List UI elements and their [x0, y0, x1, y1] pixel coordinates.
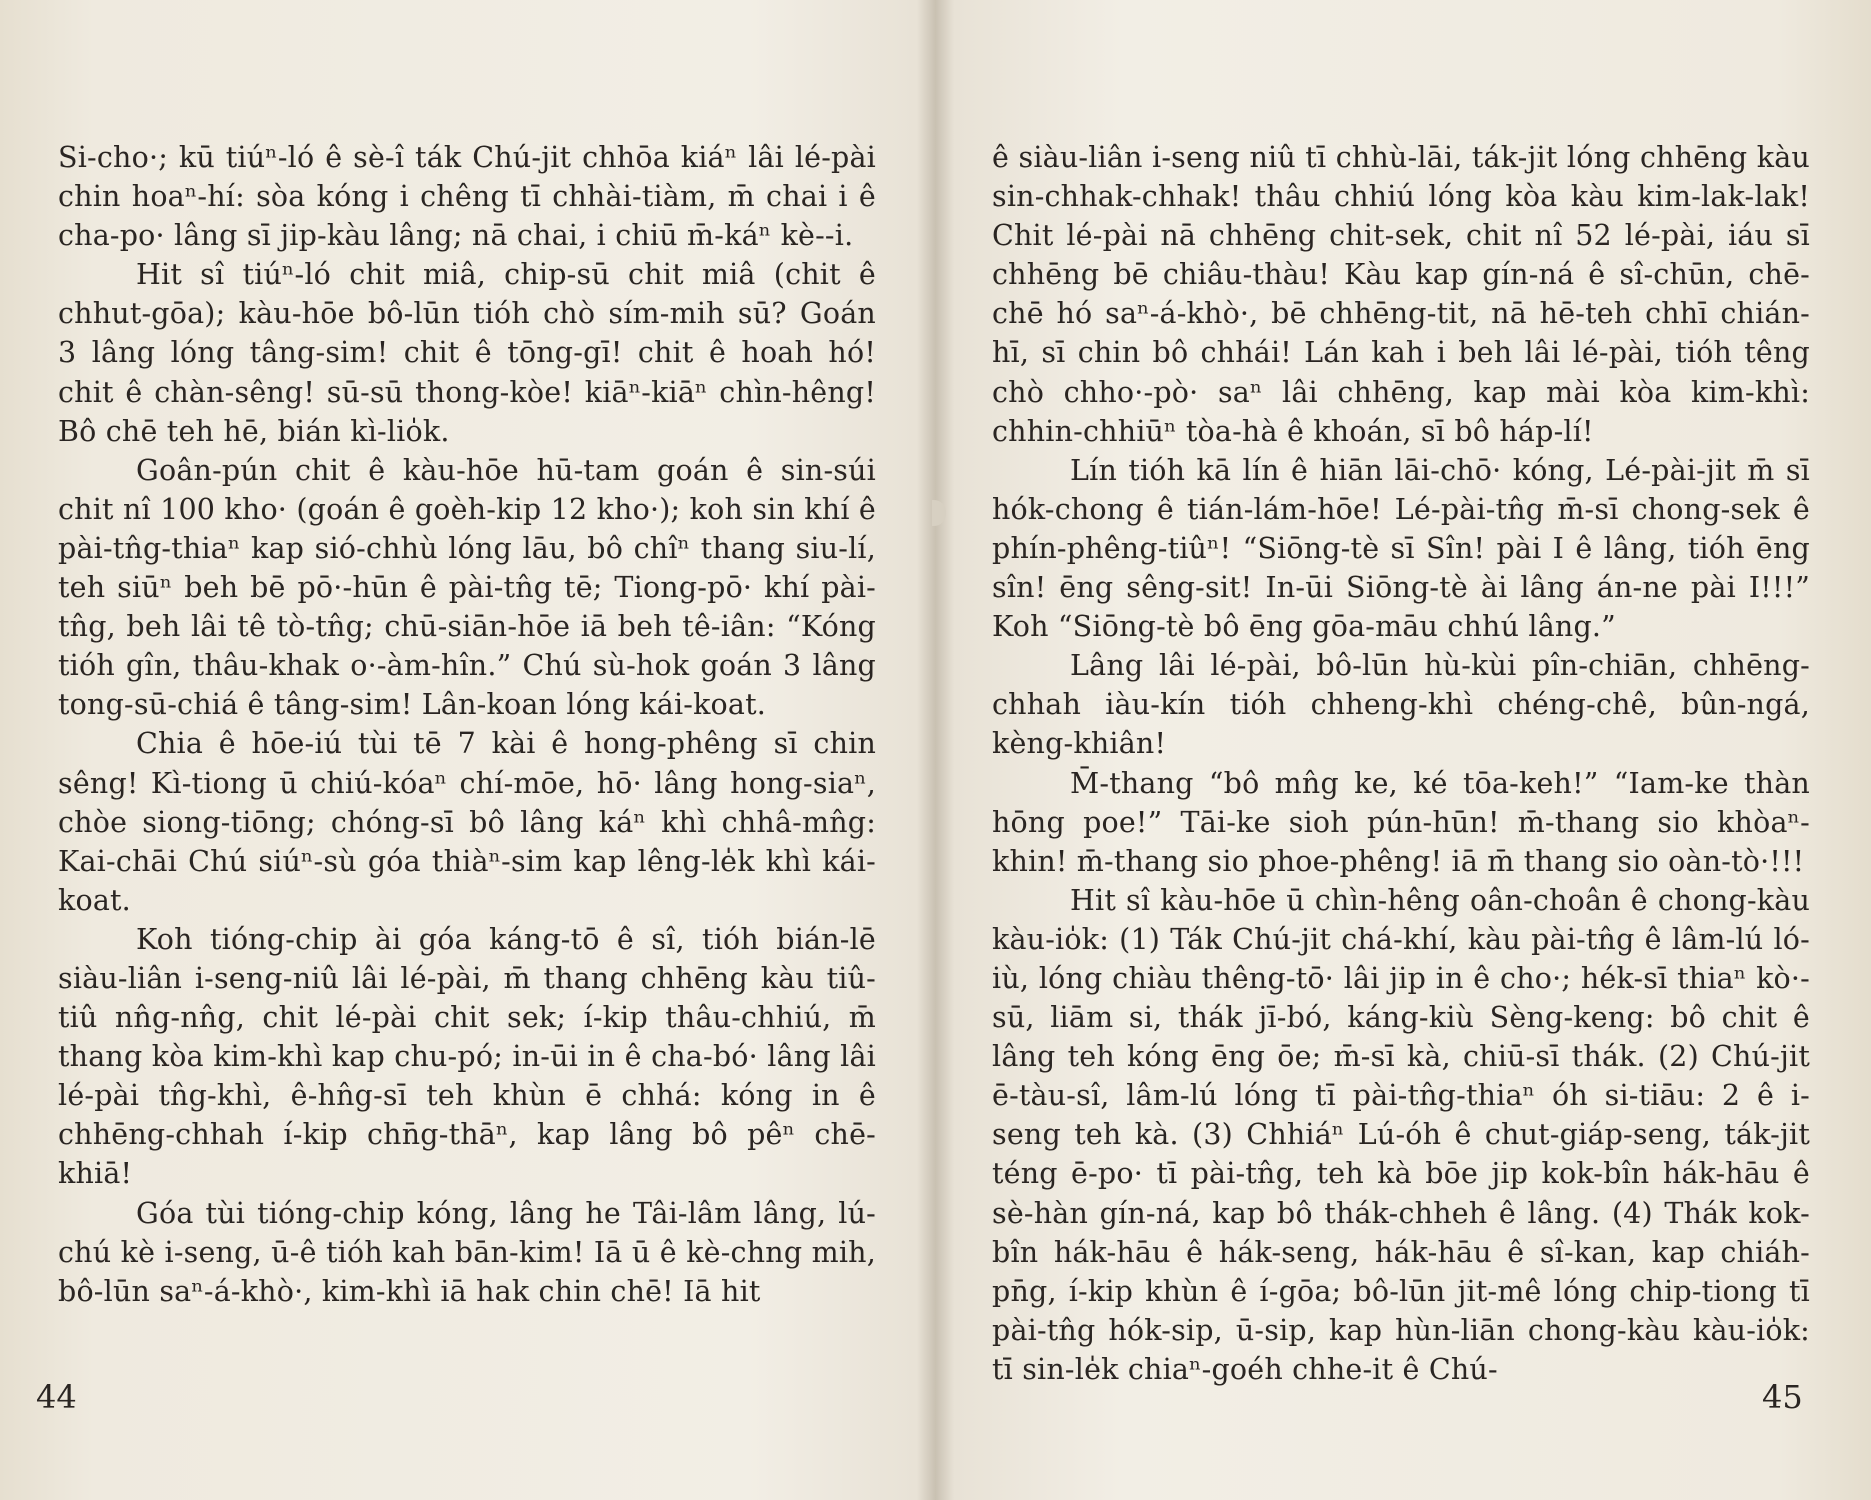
paragraph: ê siàu-liân i-seng niû tī chhù-lāi, ták-jit lóng chhēng kàu sin-chhak-chhak! thâu chhiú lóng kòa kàu kim-lak-lak! Chit lé-pài nā chhēng chit-sek, chit nî 52 lé-pài, iáu sī chhēng bē chiâu-thàu! Kàu kap gín-ná ê sî-chūn, chē-chē hó saⁿ-á-khò·, bē chhēng-tit, nā hē-teh chhī chián-hī, sī chin bô chhái! Lán kah i beh lâi lé-pài, tióh têng chò chho·-pò· saⁿ lâi chhēng, kap mài kòa kim-khì: chhin-chhiūⁿ tòa-hà ê khoán, sī bô háp-lí!	[992, 141, 1810, 448]
paragraph: Koh tióng-chip ài góa káng-tō ê sî, tióh bián-lē siàu-liân i-seng-niû lâi lé-pài, m̄ thang chhēng kàu tiû-tiû nn̂g-nn̂g, chit lé-pài chit sek; í-kip thâu-chhiú, m̄ thang kòa kim-khì kap chu-pó; in-ūi in ê cha-bó· lâng lâi lé-pài tn̂g-khì, ê-hn̂g-sī teh khùn ē chhá: kóng in ê chhēng-chhah í-kip chn̄g-thāⁿ, kap lâng bô pêⁿ chē-khiā!	[58, 922, 876, 1191]
paragraph: Lâng lâi lé-pài, bô-lūn hù-kùi pîn-chiān, chhēng-chhah iàu-kín tióh chheng-khì chéng-chê, bûn-ngá, kèng-khiân!	[992, 649, 1810, 761]
left-page-text	[58, 138, 876, 1311]
paragraph: Hit sî kàu-hōe ū chìn-hêng oân-choân ê chong-kàu kàu-io̍k: (1) Ták Chú-jit chá-khí, kàu pài-tn̂g ê lâm-lú ló-iù, lóng chiàu thêng-tō· lâi jip in ê cho·; hék-sī thiaⁿ kò·-sū, liām si, thák jī-bó, káng-kiù Sèng-keng: bô chit ê lâng teh kóng ēng ōe; m̄-sī kà, chiū-sī thák. (2) Chú-jit ē-tàu-sî, lâm-lú lóng tī pài-tn̂g-thiaⁿ óh si-tiāu: 2 ê i-seng teh kà. (3) Chhiáⁿ Lú-óh ê chut-giáp-seng, ták-jit téng ē-po· tī pài-tn̂g, teh kà bōe jip kok-bîn hák-hāu ê sè-hàn gín-ná, kap bô thák-chheh ê lâng. (4) Thák kok-bîn hák-hāu ê hák-seng, hák-hāu ê sî-kan, kap chiáh-pn̄g, í-kip khùn ê í-gōa; bô-lūn jit-mê lóng chip-tiong tī pài-tn̂g hók-sip, ū-sip, kap hùn-liān chong-kàu kàu-io̍k: tī sin-le̍k chiaⁿ-goéh chhe-it ê Chú-	[992, 883, 1810, 1386]
paragraph: M̄-thang “bô mn̂g ke, ké tōa-keh!” “Iam-ke thàn hōng poe!” Tāi-ke sioh pún-hūn! m̄-thang sio khòaⁿ-khin! m̄-thang sio phoe-phêng! iā m̄ thang sio oàn-tò·!!!	[992, 766, 1810, 878]
right-page-text	[992, 138, 1810, 1389]
paragraph: Hit sî tiúⁿ-ló chit miâ, chip-sū chit miâ (chit ê chhut-gōa); kàu-hōe bô-lūn tióh chò sím-mih sū? Goán 3 lâng lóng tâng-sim! chit ê tōng-gī! chit ê hoah hó! chit ê chàn-sêng! sū-sū thong-kòe! kiāⁿ-kiāⁿ chìn-hêng! Bô chē teh hē, bián kì-lio̍k.	[58, 258, 876, 448]
left-page	[0, 0, 935, 1500]
paragraph: Lín tióh kā lín ê hiān lāi-chō· kóng, Lé-pài-jit m̄ sī hók-chong ê tián-lám-hōe! Lé-pài-tn̂g m̄-sī chong-sek ê phín-phêng-tiûⁿ! “Siōng-tè sī Sîn! pài I ê lâng, tióh ēng sîn! ēng sêng-sit! In-ūi Siōng-tè ài lâng án-ne pài I!!!” Koh “Siōng-tè bô ēng gōa-māu chhú lâng.”	[992, 453, 1810, 644]
paragraph: Góa tùi tióng-chip kóng, lâng he Tâi-lâm lâng, lú-chú kè i-seng, ū-ê tióh kah bān-kim! Iā ū ê kè-chng mih, bô-lūn saⁿ-á-khò·, kim-khì iā hak chin chē! Iā hit	[58, 1196, 876, 1308]
right-page	[936, 0, 1871, 1500]
paragraph: Goân-pún chit ê kàu-hōe hū-tam goán ê sin-súi chit nî 100 kho· (goán ê goèh-kip 12 kho·); koh sin khí ê pài-tn̂g-thiaⁿ kap sió-chhù lóng lāu, bô chîⁿ thang siu-lí, teh siūⁿ beh bē pō·-hūn ê pài-tn̂g tē; Tiong-pō· khí pài-tn̂g, beh lâi tê tò-tn̂g; chū-siān-hōe iā beh tê-iân: “Kóng tióh gîn, thâu-khak o·-àm-hîn.” Chú sù-hok goán 3 lâng tong-sū-chiá ê tâng-sim! Lân-koan lóng kái-koat.	[58, 453, 876, 722]
paragraph: Si-cho·; kū tiúⁿ-ló ê sè-î ták Chú-jit chhōa kiáⁿ lâi lé-pài chin hoaⁿ-hí: sòa kóng i chêng tī chhài-tiàm, m̄ chai i ê cha-po· lâng sī jip-kàu lâng; nā chai, i chiū m̄-káⁿ kè--i.	[58, 141, 876, 253]
paragraph: Chia ê hōe-iú tùi tē 7 kài ê hong-phêng sī chin sêng! Kì-tiong ū chiú-kóaⁿ chí-mōe, hō· lâng hong-siaⁿ, chòe siong-tiōng; chóng-sī bô lâng káⁿ khì chhâ-mn̂g: Kai-chāi Chú siúⁿ-sù góa thiàⁿ-sim kap lêng-le̍k khì kái-koat.	[58, 727, 876, 917]
page-number-left: 44	[36, 1378, 77, 1416]
page-number-right: 45	[1762, 1378, 1803, 1416]
